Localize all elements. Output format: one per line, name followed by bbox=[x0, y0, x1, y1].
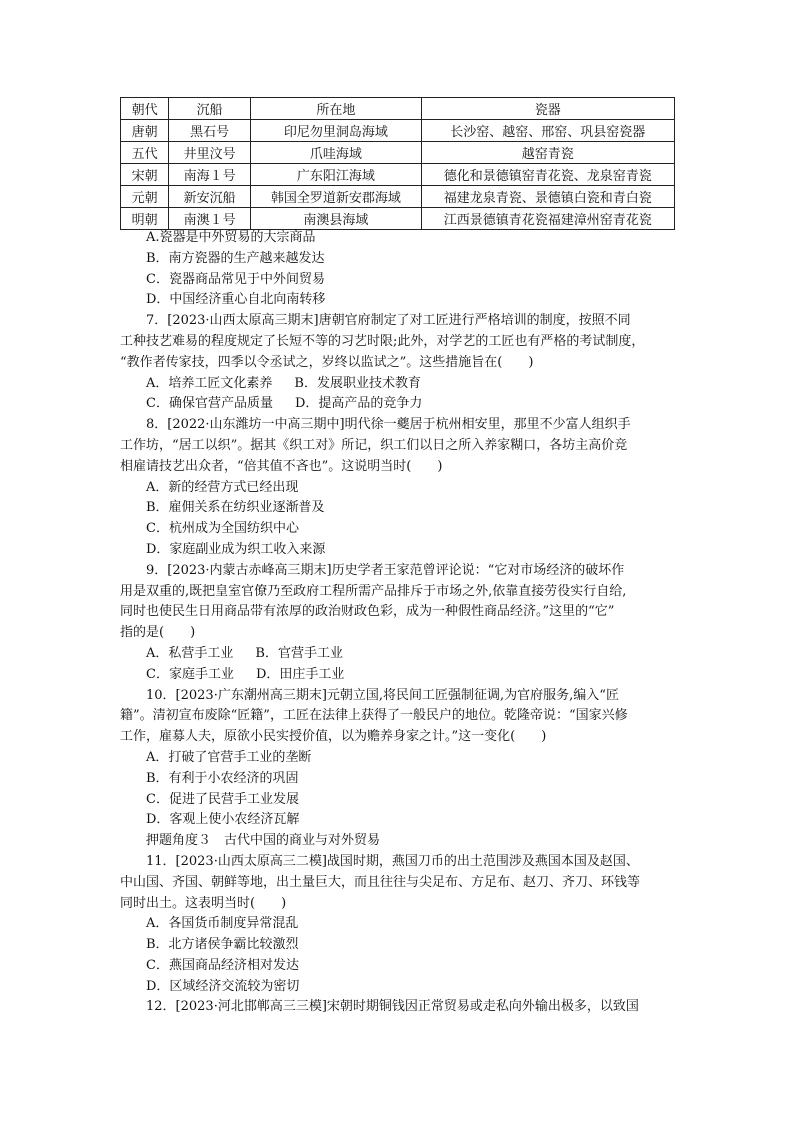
table-cell: 越窑青瓷 bbox=[421, 142, 674, 164]
table-cell: 印尼勿里洞岛海域 bbox=[251, 120, 422, 142]
q7-stem-line: 7．[2023·山西太原高三期末]唐朝官府制定了对工匠进行严格培训的制度，按照不同 bbox=[146, 313, 631, 329]
table-row bbox=[121, 186, 675, 208]
q11-stem-line: 11．[2023·山西太原高三二模]战国时期，燕国刀币的出土范围涉及燕国本国及赵国、 bbox=[146, 853, 639, 869]
q10-stem-line: 工作，雇募人夫，原欲小民实授价值，以为赡养身家之计。”这一变化( ) bbox=[120, 729, 547, 745]
q6-option-c: C．瓷器商品常见于中外间贸易 bbox=[146, 271, 325, 287]
table-cell: 宋朝 bbox=[121, 164, 169, 186]
q9-option-b: B．官营手工业 bbox=[255, 645, 343, 661]
q9-stem-line: 指的是( ) bbox=[120, 625, 196, 641]
q11-stem-line: 同时出土。这表明当时( ) bbox=[120, 895, 287, 911]
q10-option-d: D．客观上使小农经济瓦解 bbox=[146, 812, 300, 828]
q9-stem-line: 用是双重的,既把皇室官僚乃至政府工程所需产品排斥于市场之外,依靠直接劳役实行自给, bbox=[120, 583, 627, 599]
table-cell: 南澳县海域 bbox=[251, 208, 422, 230]
q7-option-d: D．提高产品的竞争力 bbox=[294, 396, 423, 412]
q8-stem-line: 相雇请技艺出众者，“倍其值不吝也”。这说明当时( ) bbox=[120, 458, 443, 474]
table-row bbox=[121, 208, 675, 230]
table-row bbox=[121, 120, 675, 142]
q11-option-c: C．燕国商品经济相对发达 bbox=[146, 957, 299, 973]
table-row bbox=[121, 164, 675, 186]
table-cell: 德化和景德镇窑青花瓷、龙泉窑青瓷 bbox=[421, 164, 674, 186]
q7-stem-line: 工种技艺难易的程度规定了长短不等的习艺时限;此外，对学艺的工匠也有严格的考试制度， bbox=[120, 333, 645, 349]
q7-stem-line: “教作者传家技，四季以令丞试之，岁终以监试之”。这些措施旨在( ) bbox=[120, 354, 534, 370]
table-row bbox=[121, 142, 675, 164]
table-cell: 井里汶号 bbox=[169, 142, 251, 164]
q9-option-d: D．田庄手工业 bbox=[255, 666, 345, 682]
q7-option-b: B．发展职业技术教育 bbox=[294, 375, 421, 391]
q6-option-d: D．中国经济重心自北向南转移 bbox=[146, 292, 326, 308]
q9-option-a: A．私营手工业 bbox=[146, 645, 234, 661]
table-cell: 南海１号 bbox=[169, 164, 251, 186]
q11-option-a: A．各国货币制度异常混乱 bbox=[146, 916, 299, 932]
q10-option-b: B．有利于小农经济的巩固 bbox=[146, 770, 299, 786]
q9-options-ab bbox=[120, 644, 680, 665]
q8-option-b: B．雇佣关系在纺织业逐渐普及 bbox=[146, 500, 325, 516]
q9-option-c: C．家庭手工业 bbox=[146, 666, 234, 682]
table-cell: 五代 bbox=[121, 142, 169, 164]
q10-option-c: C．促进了民营手工业发展 bbox=[146, 791, 299, 807]
q11-stem-line: 中山国、齐国、朝鲜等地，出土量巨大，而且往往与尖足布、方足布、赵刀、齐刀、环钱等 bbox=[120, 874, 641, 890]
q12-stem-line: 12．[2023·河北邯郸高三三模]宋朝时期铜钱因正常贸易或走私向外输出极多，以致国 bbox=[146, 999, 639, 1015]
table-cell: 江西景德镇青花瓷福建漳州窑青花瓷 bbox=[421, 208, 674, 230]
table-header-cell: 沉船 bbox=[169, 98, 251, 120]
q8-option-a: A．新的经营方式已经出现 bbox=[146, 479, 299, 495]
q10-stem-line: 籍”。清初宣布废除“匠籍”，工匠在法律上获得了一般民户的地位。乾隆帝说：“国家兴修 bbox=[120, 708, 628, 724]
q8-stem-line: 8．[2022·山东潍坊一中高三期中]明代徐一夔居于杭州相安里，那里不少富人组织手 bbox=[146, 417, 631, 433]
table-cell: 黑石号 bbox=[169, 120, 251, 142]
table-cell: 长沙窑、越窑、邢窑、巩县窑瓷器 bbox=[421, 120, 674, 142]
q7-options-ab bbox=[120, 374, 680, 395]
shipwreck-table bbox=[120, 97, 675, 230]
table-header-cell: 所在地 bbox=[251, 98, 422, 120]
q10-stem-line: 10．[2023·广东潮州高三期末]元朝立国,将民间工匠强制征调,为官府服务,编入“匠 bbox=[146, 687, 619, 703]
q8-stem-line: 工作坊，“居工以织”。据其《织工对》所记，织工们以日之所入养家糊口，各坊主高价竞 bbox=[120, 437, 628, 453]
table-cell: 新安沉船 bbox=[169, 186, 251, 208]
q9-stem-line: 同时也使民生日用商品带有浓厚的政治财政色彩，成为一种假性商品经济。”这里的“它” bbox=[120, 604, 615, 620]
q10-option-a: A．打破了官营手工业的垄断 bbox=[146, 749, 312, 765]
q11-option-b: B．北方诸侯争霸比较激烈 bbox=[146, 937, 299, 953]
q9-options-cd bbox=[120, 665, 680, 686]
q11-option-d: D．区域经济交流较为密切 bbox=[146, 978, 300, 994]
table-cell: 南澳１号 bbox=[169, 208, 251, 230]
question-list bbox=[120, 228, 680, 1018]
table-header-cell: 朝代 bbox=[121, 98, 169, 120]
q7-option-a: A．培养工匠文化素养 bbox=[146, 375, 273, 391]
table-header-cell: 瓷器 bbox=[421, 98, 674, 120]
q6-option-a: A.瓷器是中外贸易的大宗商品 bbox=[146, 230, 316, 245]
table-header-row bbox=[121, 98, 675, 120]
table-cell: 韩国全罗道新安郡海域 bbox=[251, 186, 422, 208]
table-cell: 唐朝 bbox=[121, 120, 169, 142]
q8-option-c: C．杭州成为全国纺织中心 bbox=[146, 521, 299, 537]
q6-option-b: B．南方瓷器的生产越来越发达 bbox=[146, 250, 325, 266]
table-cell: 广东阳江海域 bbox=[251, 164, 422, 186]
q8-option-d: D．家庭副业成为织工收入来源 bbox=[146, 541, 326, 557]
section-heading: 押题角度３ 古代中国的商业与对外贸易 bbox=[146, 833, 381, 849]
table-cell: 爪哇海域 bbox=[251, 142, 422, 164]
q9-stem-line: 9．[2023·内蒙古赤峰高三期末]历史学者王家范曾评论说：“它对市场经济的破坏作 bbox=[146, 562, 625, 578]
q7-options-cd bbox=[120, 394, 680, 415]
table-cell: 明朝 bbox=[121, 208, 169, 230]
table-cell: 元朝 bbox=[121, 186, 169, 208]
table-cell: 福建龙泉青瓷、景德镇白瓷和青白瓷 bbox=[421, 186, 674, 208]
q7-option-c: C．确保官营产品质量 bbox=[146, 396, 273, 412]
